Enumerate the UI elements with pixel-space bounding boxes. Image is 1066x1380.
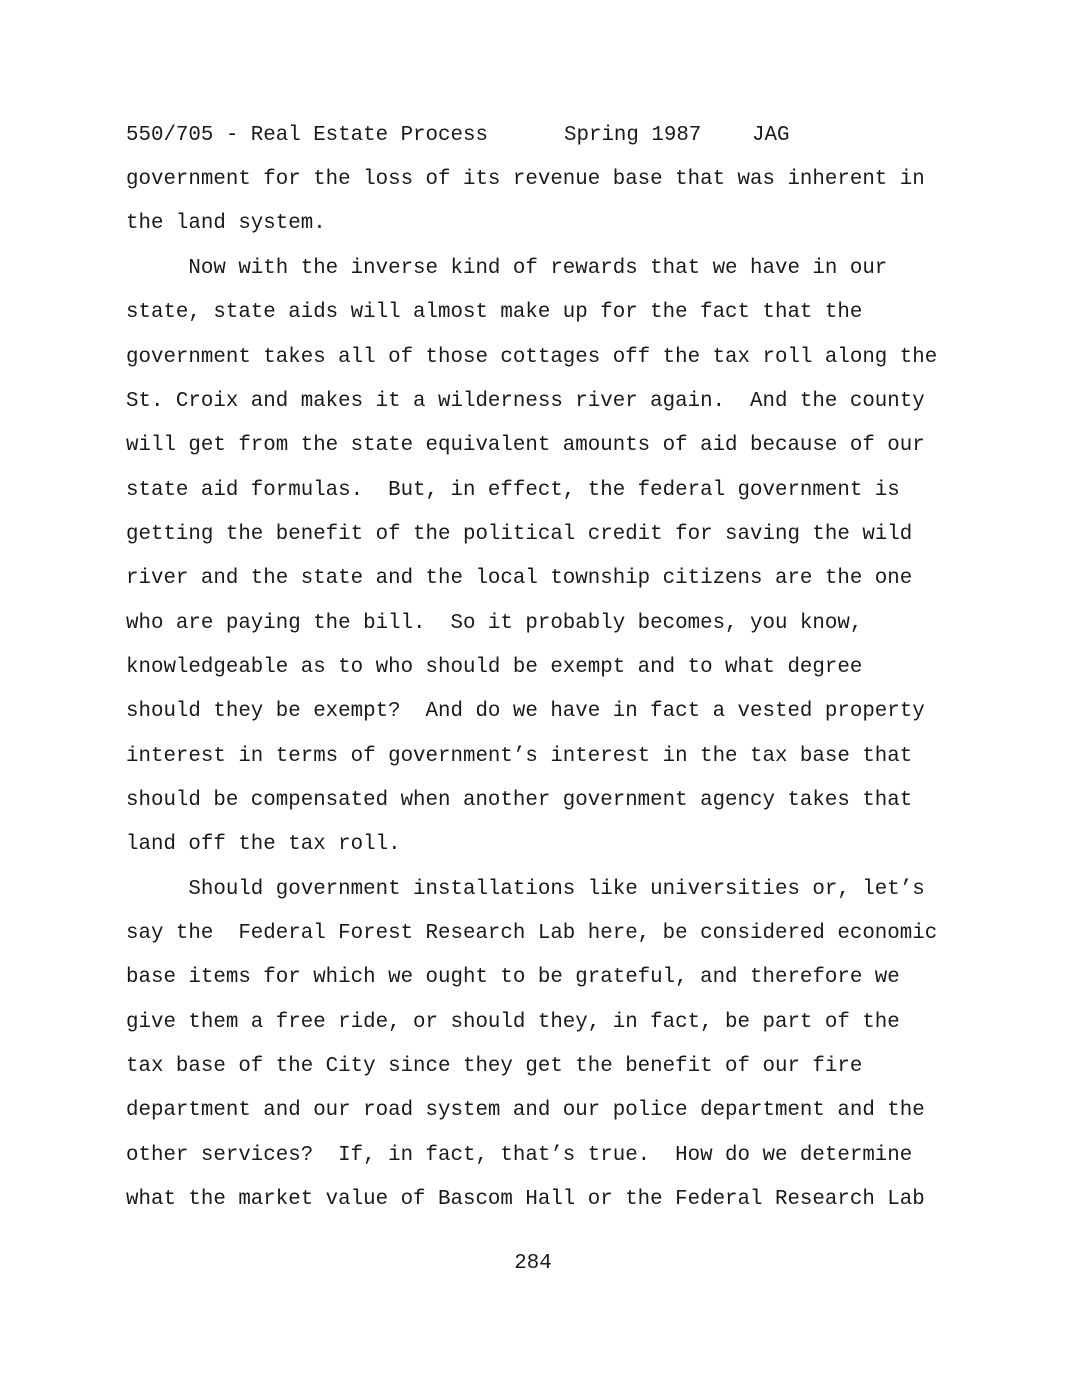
text-line: what the market value of Bascom Hall or the Federal Research Lab (126, 1188, 925, 1211)
text-line: give them a free ride, or should they, in fact, be part of the (126, 1011, 900, 1034)
text-line: interest in terms of government’s interest in the tax base that (126, 745, 913, 768)
text-line: land off the tax roll. (126, 833, 401, 856)
text-line: say the Federal Forest Research Lab here, be considered economic (126, 922, 938, 945)
author-initials: JAG (752, 124, 790, 147)
text-line: getting the benefit of the political credit for saving the wild (126, 523, 913, 546)
text-line: will get from the state equivalent amounts of aid because of our (126, 434, 925, 457)
text-line: St. Croix and makes it a wilderness river again. And the county (126, 390, 925, 413)
text-line: should they be exempt? And do we have in fact a vested property (126, 700, 925, 723)
text-line: tax base of the City since they get the benefit of our fire (126, 1055, 863, 1078)
text-line: government for the loss of its revenue base that was inherent in (126, 168, 925, 191)
text-line: base items for which we ought to be grateful, and therefore we (126, 966, 900, 989)
term: Spring 1987 (564, 124, 702, 147)
text-line: state, state aids will almost make up for the fact that the (126, 301, 863, 324)
text-line: Should government installations like universities or, let’s (126, 878, 925, 901)
text-line: Now with the inverse kind of rewards that we have in our (126, 257, 888, 280)
text-line: should be compensated when another government agency takes that (126, 789, 913, 812)
text-line: knowledgeable as to who should be exempt and to what degree (126, 656, 863, 679)
text-line: state aid formulas. But, in effect, the federal government is (126, 479, 900, 502)
text-line: the land system. (126, 212, 326, 235)
text-line: river and the state and the local township citizens are the one (126, 567, 913, 590)
text-line: who are paying the bill. So it probably becomes, you know, (126, 612, 863, 635)
course-title: 550/705 - Real Estate Process (126, 124, 488, 147)
text-line: other services? If, in fact, that’s true. How do we determine (126, 1144, 913, 1167)
text-line: government takes all of those cottages off the tax roll along the (126, 346, 938, 369)
text-line: department and our road system and our police department and the (126, 1099, 925, 1122)
page-number: 284 (514, 1252, 552, 1275)
